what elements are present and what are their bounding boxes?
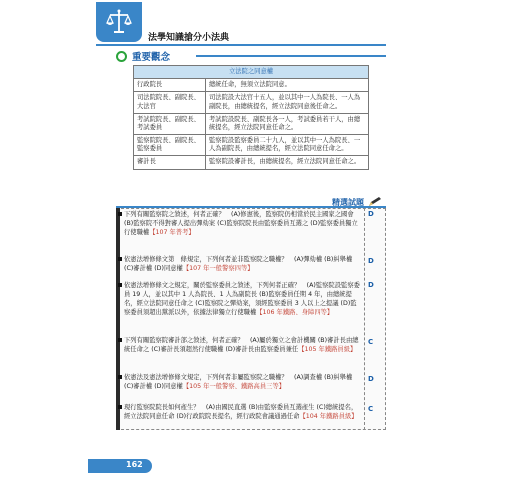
answer-label: C — [368, 338, 374, 346]
book-title: 法學知識搶分小法典 — [148, 33, 230, 43]
scales-icon — [104, 7, 134, 37]
bullet-icon — [118, 283, 122, 287]
question-item: 依憲法增修條文第 條規定，下列何者並非監察院之職權？ (A)彈劾權 (B)糾舉權 (C)審計權 (D)同意權【107 年一般警察四等】 — [124, 255, 362, 273]
ring-icon — [116, 51, 127, 62]
table-row: 考試院院長、副院長、考試委員 考試院設院長、副院長各一人，考試委員若干人，由總統提名，經立法院同意任命之。 — [134, 113, 369, 134]
answer-label: C — [368, 405, 374, 413]
answer-label: D — [368, 281, 374, 289]
exam-title: 精選試題 — [332, 197, 364, 207]
answer-label: D — [368, 210, 374, 218]
concept-title: 重要觀念 — [132, 52, 171, 63]
bullet-icon — [118, 257, 122, 261]
bullet-icon — [118, 405, 122, 409]
answer-column-divider — [364, 208, 365, 430]
table-row: 行政院長 總統任命，無須立法院同意。 — [134, 79, 369, 92]
question-item: 現行監察院院長如何產生？ (A)由國民直選 (B)由監察委員互選產生 (C)總統提名，經立法院同意任命 (D)行政院院長提名，經行政院會議通過任命【104 年鐵路員級】 — [124, 403, 362, 421]
bullet-icon — [118, 212, 122, 216]
exam-box — [116, 208, 386, 430]
answer-label: D — [368, 257, 374, 265]
table-title: 立法院之同意權 — [134, 66, 369, 79]
bullet-icon — [118, 375, 122, 379]
page-number: 162 — [126, 460, 143, 469]
table-row: 司法院院長、副院長、大法官 司法院設大法官十五人，並以其中一人為院長、一人為副院長，由總統提名，經立法院同意後任命之。 — [134, 92, 369, 113]
table-row: 監察院院長、副院長、監察委員 監察院設監察委員二十九人，並以其中一人為院長、一人為副院長，由總統提名，經立法院同意任命之。 — [134, 135, 369, 156]
question-item: 下列有關監察院之敘述，何者正確？ (A)修憲後，監察院仍相當於民主國家之國會 (B)監察院不得對審人提出彈劾案 (C)監察院院長由監察委員互選之 (D)監察委員獨立行使職權【107 年普考】 — [124, 210, 362, 237]
question-item: 依憲法增修條文之規定，關於監察委員之敘述，下列何者正確？ (A)監察院設監察委員 19 人，並以其中 1 人為院長、1 人為副院長 (B)監察委員任期 4 年，由總統提名，經立法院同意任命之 (C)監察院之彈劾案，須經監察委員 3 人以上之提議 (D)監察委員須超出黨派以外，依據法律獨立行使職權【106 年鐵路、身障四等】 — [124, 281, 362, 318]
header-divider — [96, 44, 386, 46]
table-row: 審計長 監察院設審計長，由總統提名，經立法院同意任命之。 — [134, 156, 369, 169]
answer-label: D — [368, 375, 374, 383]
bullet-icon — [118, 338, 122, 342]
concept-divider — [196, 55, 386, 57]
question-item: 依憲法及憲法增修條文規定，下列何者非屬監察院之職權？ (A)調查權 (B)糾舉權 (C)審計權 (D)同意權【105 年一般警察、鐵路高員三等】 — [124, 373, 362, 391]
exam-side-bar — [116, 208, 120, 430]
concept-heading — [116, 49, 170, 63]
question-item: 下列有關監察院審計部之敘述，何者正確？ (A)屬於獨立之會計機關 (B)審計長由總統任命之 (C)審計長須超然行使職權 (D)審計長由監察委員兼任【105 年鐵路員級】 — [124, 336, 362, 354]
header-logo — [96, 2, 142, 42]
consent-power-table — [133, 65, 369, 170]
